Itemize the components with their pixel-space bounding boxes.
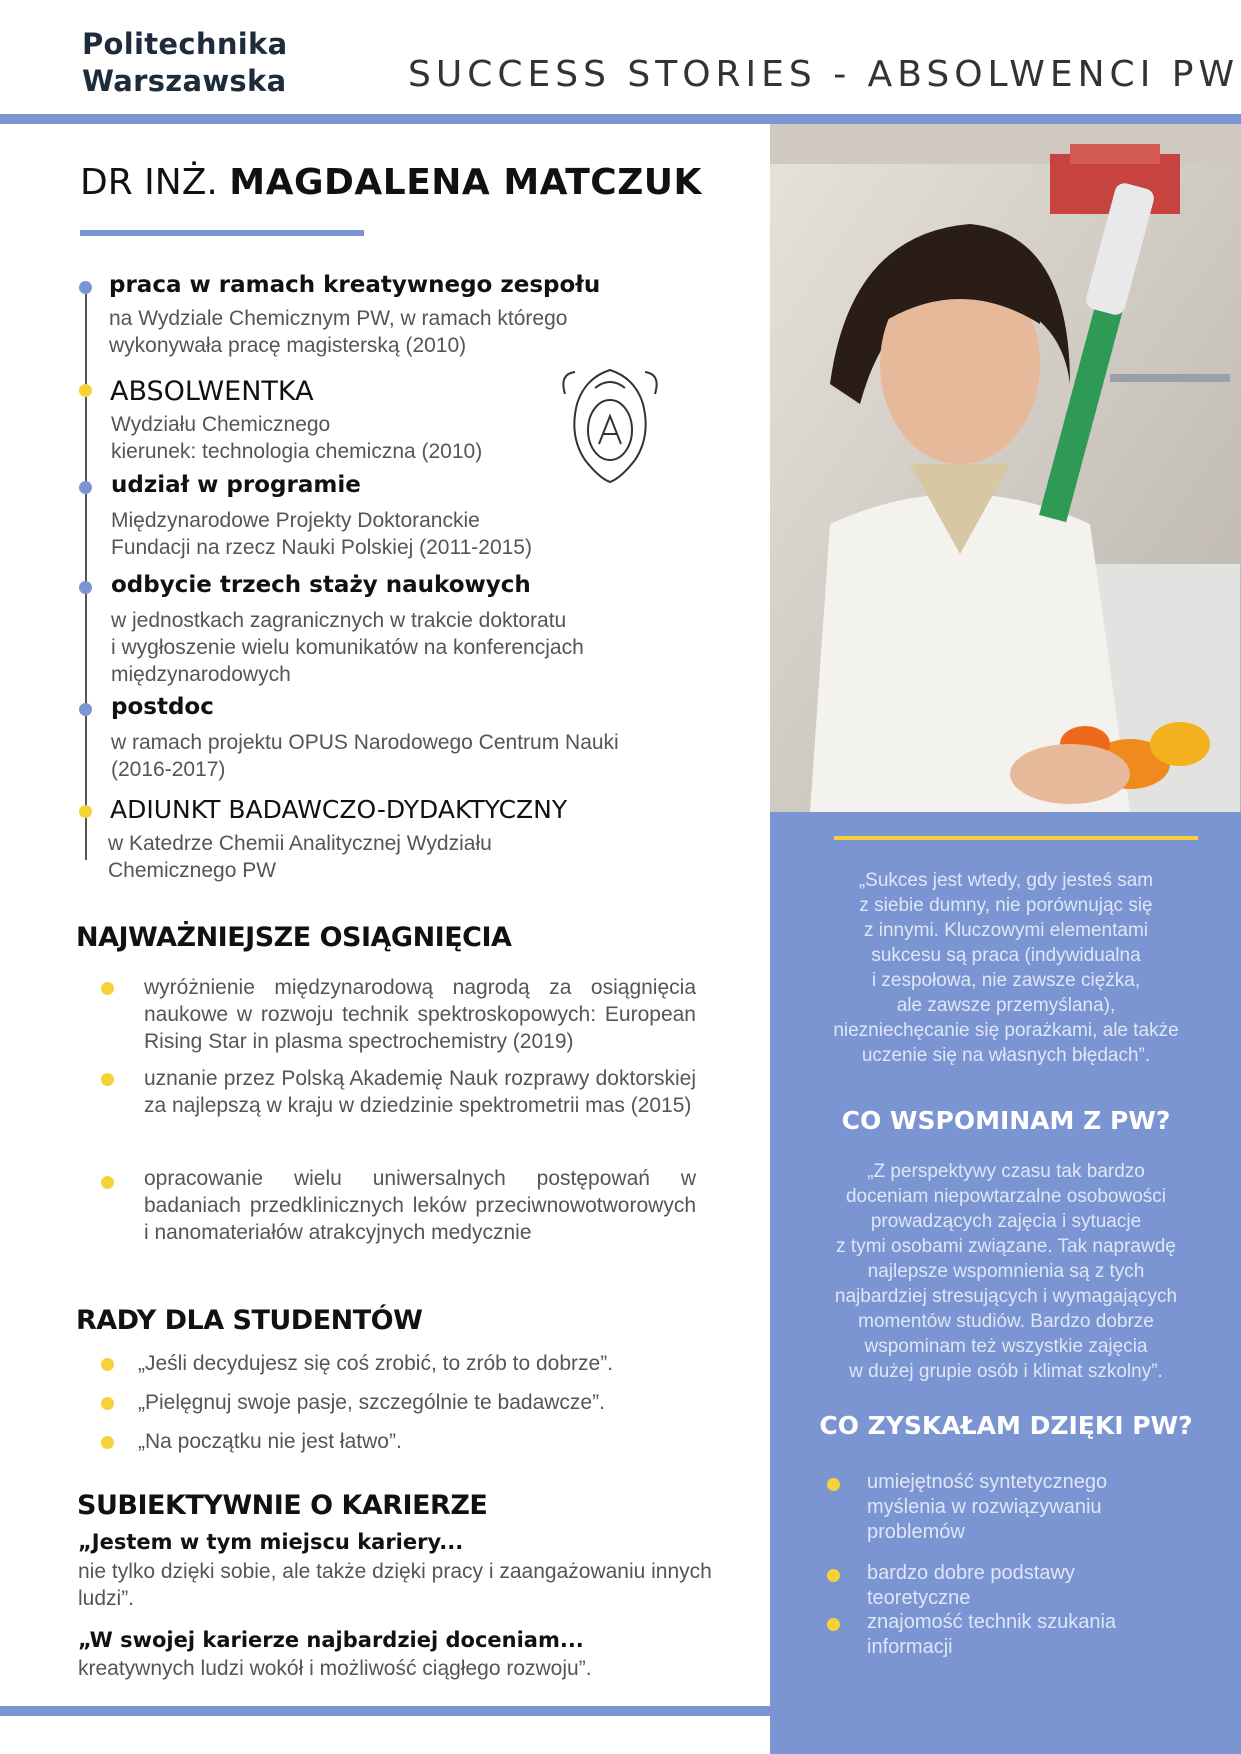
achievements-heading: NAJWAŻNIEJSZE OSIĄGNIĘCIA (76, 922, 512, 953)
timeline-dot (79, 581, 92, 594)
timeline-heading: praca w ramach kreatywnego zespołu (109, 272, 601, 298)
career-answer: kreatywnych ludzi wokół i możliwość ciągłego rozwoju”. (78, 1657, 592, 1680)
timeline-heading: odbycie trzech staży naukowych (111, 572, 531, 598)
timeline-body: na Wydziale Chemicznym PW, w ramach którego wykonywała pracę magisterską (2010) (109, 307, 568, 357)
bullet-dot (827, 1478, 840, 1491)
timeline-heading: postdoc (111, 694, 214, 720)
bullet-dot (827, 1569, 840, 1582)
name-prefix: DR INŻ. (80, 162, 218, 203)
timeline-dot (79, 481, 92, 494)
profile-name (80, 162, 702, 203)
gain-item: umiejętność syntetycznego myślenia w rozwiązywaniu problemów (867, 1471, 1108, 1543)
career-question: „Jestem w tym miejscu kariery... (78, 1530, 464, 1554)
timeline-line (85, 286, 87, 860)
career-answer: nie tylko dzięki sobie, ale także dzięki pracy i zaangażowaniu innych ludzi”. (78, 1560, 712, 1610)
header-title: SUCCESS STORIES - ABSOLWENCI PW (408, 54, 1240, 95)
bullet-dot (101, 1436, 114, 1449)
gain-item: bardzo dobre podstawy teoretyczne (867, 1562, 1075, 1609)
bullet-dot (101, 1176, 114, 1189)
timeline-heading: ABSOLWENTKA (110, 376, 314, 407)
bullet-dot (101, 1073, 114, 1086)
bottom-divider-bar (0, 1706, 770, 1716)
name-underline (80, 230, 364, 236)
timeline-body: w jednostkach zagranicznych w trakcie doktoratu i wygłoszenie wielu komunikatów na konferencjach międzynarodowych (111, 609, 584, 686)
advice-item: „Na początku nie jest łatwo”. (138, 1430, 402, 1453)
achievement-item: uznanie przez Polską Akademię Nauk rozprawy doktorskiej za najlepszą w kraju w dziedzinie spektrometrii mas (2015) (144, 1067, 696, 1117)
advice-item: „Pielęgnuj swoje pasje, szczególnie te badawcze”. (138, 1391, 605, 1414)
name-main: MAGDALENA MATCZUK (229, 162, 702, 203)
memories-text: „Z perspektywy czasu tak bardzo doceniam niepowtarzalne osobowości prowadzących zajęcia i sytuacje z tymi osobami związane. Tak naprawdę najlepsze wspomnienia są z tych najbardziej stresujących i wymagających momentów studiów. Bardzo dobrze wspominam też wszystkie zajęcia w dużej grupie osób i klimat szkolny”. (834, 1161, 1178, 1382)
career-heading: SUBIEKTYWNIE O KARIERZE (77, 1490, 488, 1521)
crest-emblem (555, 364, 665, 486)
bullet-dot (101, 1397, 114, 1410)
advice-item: „Jeśli decydujesz się coś zrobić, to zrób to dobrze”. (138, 1352, 614, 1375)
logo-line-1: Politechnika (82, 27, 288, 61)
timeline-dot (79, 384, 92, 397)
advice-heading: RADY DLA STUDENTÓW (76, 1305, 423, 1336)
achievement-item: wyróżnienie międzynarodową nagrodą za osiągnięcia naukowe w rozwoju technik spektroskopowych: European Rising Star in plasma spectrochemistry (2019) (144, 976, 696, 1053)
timeline-dot (79, 805, 92, 818)
bullet-dot (827, 1618, 840, 1631)
quote-rule (834, 836, 1198, 840)
timeline-heading: ADIUNKT BADAWCZO-DYDAKTYCZNY (110, 795, 568, 824)
achievement-item: opracowanie wielu uniwersalnych postępowań w badaniach przedklinicznych leków przeciwnowotworowych i nanomateriałów atrakcyjnych medycznie (144, 1167, 696, 1244)
career-question: „W swojej karierze najbardziej doceniam... (78, 1628, 584, 1652)
university-logo (82, 26, 287, 100)
lab-photo-illustration (770, 124, 1241, 812)
timeline-heading: udział w programie (111, 472, 361, 498)
timeline-dot (79, 281, 92, 294)
timeline-body: w Katedrze Chemii Analitycznej Wydziału Chemicznego PW (108, 832, 492, 882)
gain-item: znajomość technik szukania informacji (867, 1611, 1117, 1658)
portrait-photo (770, 124, 1241, 812)
timeline-body: Wydziału Chemicznego kierunek: technologia chemiczna (2010) (111, 413, 483, 463)
timeline-dot (79, 703, 92, 716)
logo-line-2: Warszawska (82, 64, 287, 98)
timeline-body: w ramach projektu OPUS Narodowego Centrum Nauki (2016-2017) (111, 731, 619, 781)
memories-heading: CO WSPOMINAM Z PW? (841, 1106, 1171, 1135)
gains-heading: CO ZYSKAŁAM DZIĘKI PW? (819, 1411, 1193, 1440)
success-quote: „Sukces jest wtedy, gdy jesteś sam z siebie dumny, nie porównując się z innymi. Kluczowymi elementami sukcesu są praca (indywidualna i zespołowa, nie zawsze ciężka, ale zawsze przemyślana), niezniechęcanie się porażkami, ale także uczenie się na własnych błędach”. (833, 870, 1179, 1066)
top-divider-bar (0, 114, 1241, 124)
bullet-dot (101, 982, 114, 995)
timeline-body: Międzynarodowe Projekty Doktoranckie Fundacji na rzecz Nauki Polskiej (2011-2015) (111, 509, 532, 559)
bullet-dot (101, 1358, 114, 1371)
